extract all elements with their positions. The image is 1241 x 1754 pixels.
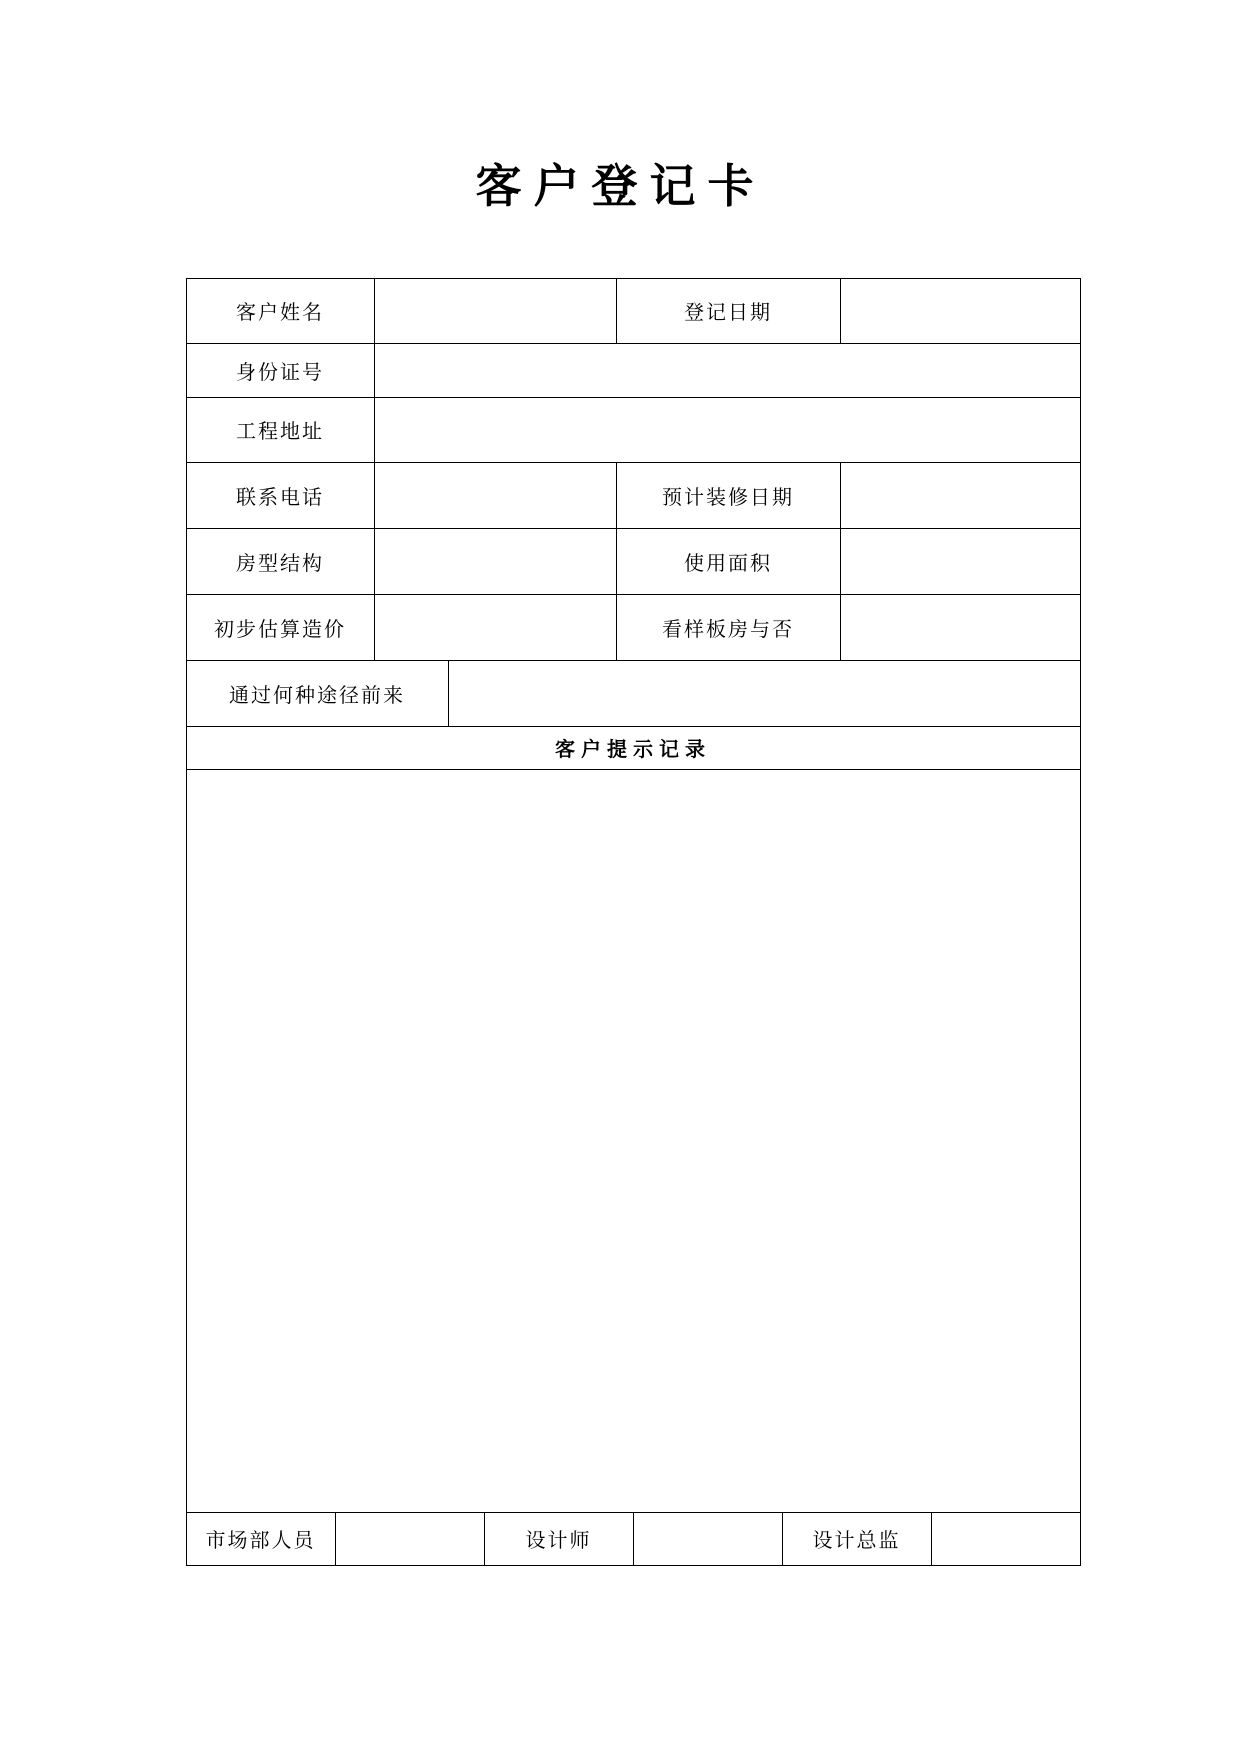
notes-area[interactable] (187, 770, 1080, 1512)
id-number-label: 身份证号 (236, 359, 324, 384)
project-address-label: 工程地址 (236, 419, 324, 443)
page-title: 客户登记卡 (475, 159, 766, 213)
estimated-cost-label: 初步估算造价 (214, 616, 346, 641)
customer-name-label: 客户姓名 (236, 300, 324, 324)
planned-date-field[interactable] (841, 463, 1080, 528)
usable-area-field[interactable] (841, 529, 1080, 594)
marketing-staff-label: 市场部人员 (205, 1528, 316, 1552)
customer-name-field[interactable] (375, 279, 616, 343)
model-room-field[interactable] (841, 595, 1080, 660)
house-structure-label: 房型结构 (236, 550, 324, 575)
register-date-field[interactable] (841, 279, 1080, 343)
house-structure-field[interactable] (375, 529, 616, 594)
phone-label: 联系电话 (236, 484, 324, 509)
source-channel-label: 通过何种途径前来 (229, 682, 405, 707)
design-director-field[interactable] (932, 1513, 1080, 1565)
designer-label: 设计师 (525, 1528, 592, 1552)
source-channel-field[interactable] (449, 661, 1080, 726)
marketing-staff-field[interactable] (336, 1513, 484, 1565)
phone-field[interactable] (375, 463, 616, 528)
estimated-cost-field[interactable] (375, 595, 616, 660)
planned-date-label: 预计装修日期 (662, 484, 794, 509)
register-date-label: 登记日期 (684, 300, 772, 324)
id-number-field[interactable] (375, 344, 1080, 397)
design-director-label: 设计总监 (812, 1528, 901, 1552)
usable-area-label: 使用面积 (684, 550, 772, 575)
model-room-label: 看样板房与否 (662, 616, 794, 641)
project-address-field[interactable] (375, 398, 1080, 462)
notes-header: 客户提示记录 (555, 737, 711, 761)
designer-field[interactable] (634, 1513, 782, 1565)
